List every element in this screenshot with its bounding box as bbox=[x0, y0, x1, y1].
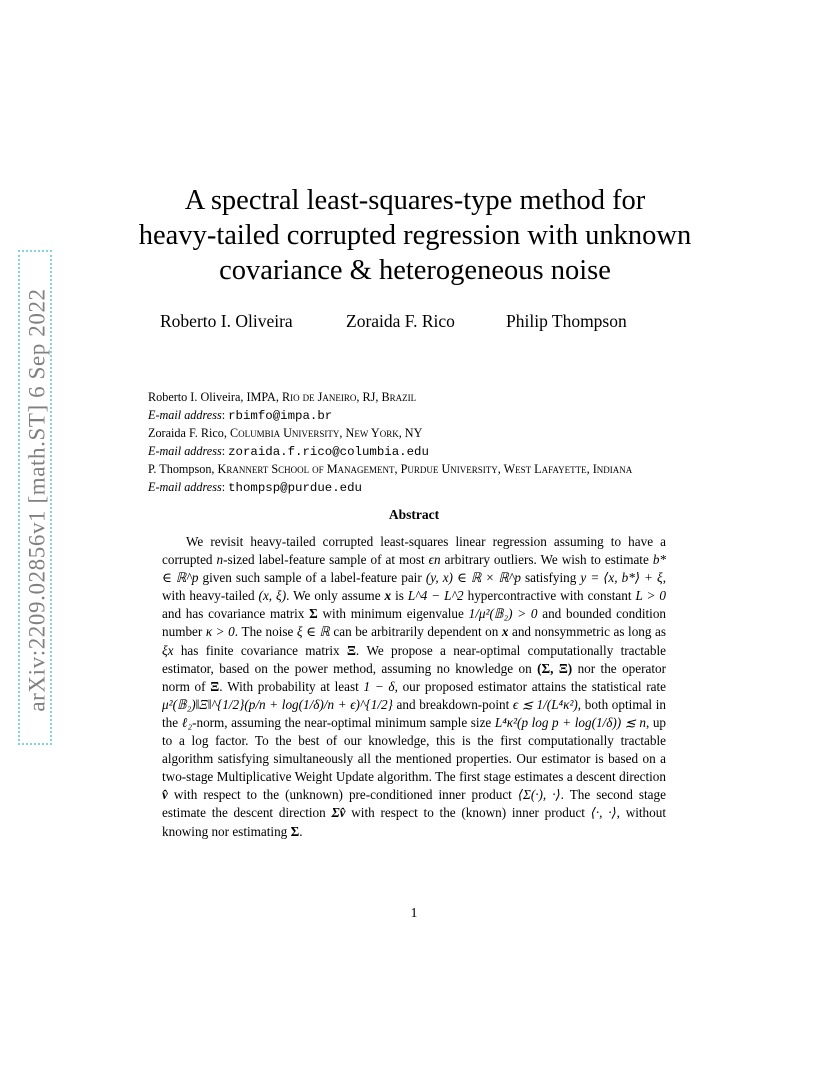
affiliations bbox=[148, 389, 748, 498]
email-link-1[interactable]: rbimfo@impa.br bbox=[228, 408, 333, 423]
email-line-1: E-mail address: rbimfo@impa.br bbox=[148, 407, 333, 423]
email-link-2[interactable]: zoraida.f.rico@columbia.edu bbox=[228, 444, 429, 459]
author-3: Philip Thompson bbox=[506, 311, 627, 331]
author-2: Zoraida F. Rico bbox=[346, 311, 455, 331]
email-link-3[interactable]: thompsp@purdue.edu bbox=[228, 480, 362, 495]
affiliation-1: Roberto I. Oliveira, IMPA, Rio de Janeiro, RJ, Brazil bbox=[148, 390, 417, 404]
email-line-3: E-mail address: thompsp@purdue.edu bbox=[148, 479, 362, 495]
title-line-2: heavy-tailed corrupted regression with unknown bbox=[138, 220, 692, 251]
author-1: Roberto I. Oliveira bbox=[160, 311, 293, 331]
title-line-3: covariance & heterogeneous noise bbox=[219, 255, 611, 286]
affiliation-2: Zoraida F. Rico, Columbia University, New York, NY bbox=[148, 426, 423, 441]
abstract-body bbox=[162, 533, 666, 841]
title-line-1: A spectral least-squares-type method for bbox=[184, 185, 646, 216]
abstract-heading: Abstract bbox=[388, 507, 440, 522]
page-number: 1 bbox=[410, 906, 418, 921]
abstract-paragraph: We revisit heavy-tailed corrupted least-squares linear regression assuming to have a corrupted n-sized label-feature sample of at most ϵn arbitrary outliers. We wish to estimate b* ∈ ℝ^p given such sample of a label-feature pair (y, x) ∈ ℝ × ℝ^p satisfying y = ⟨x, b*⟩ + ξ, with heavy-tailed (x, ξ). We only assume x is L^4 − L^2 hypercontractive with constant L > 0 and has covariance matrix Σ with minimum eigenvalue 1/μ²(𝔹₂) > 0 and bounded condition number κ > 0. The noise ξ ∈ ℝ can be arbitrarily dependent on x and nonsymmetric as long as ξx has finite covariance matrix Ξ. We propose a near-optimal computationally tractable estimator, based on the power method, assuming no knowledge on (Σ, Ξ) nor the operator norm of Ξ. With probability at least 1 − δ, our proposed estimator attains the statistical rate μ²(𝔹₂)‖Ξ‖^{1/2}(p/n + log(1/δ)/n + ϵ)^{1/2} and breakdown-point ϵ ≲ 1/(L⁴κ²), both optimal in the ℓ₂-norm, assuming the near-optimal minimum sample size L⁴κ²(p log p + log(1/δ)) ≲ n, up to a log factor. To the best of our knowledge, this is the first computationally tractable algorithm satisfying simultaneously all the mentioned properties. Our estimator is based on a two-stage Multiplicative Weight Update algorithm. The first stage estimates a descent direction v̂ with respect to the (unknown) pre-conditioned inner product ⟨Σ(·), ·⟩. The second stage estimate the descent direction Σv̂ with respect to the (known) inner product ⟨·, ·⟩, without knowing nor estimating Σ. bbox=[162, 534, 667, 839]
affiliation-3: P. Thompson, Krannert School of Management, Purdue University, West Lafayette, Indiana bbox=[148, 462, 633, 477]
paper-title bbox=[100, 183, 730, 288]
email-line-2: E-mail address: zoraida.f.rico@columbia.edu bbox=[148, 443, 429, 459]
arxiv-id[interactable]: arXiv:2209.02856v1 [math.ST] 6 Sep 2022 bbox=[25, 288, 50, 712]
arxiv-stamp[interactable] bbox=[16, 250, 60, 750]
